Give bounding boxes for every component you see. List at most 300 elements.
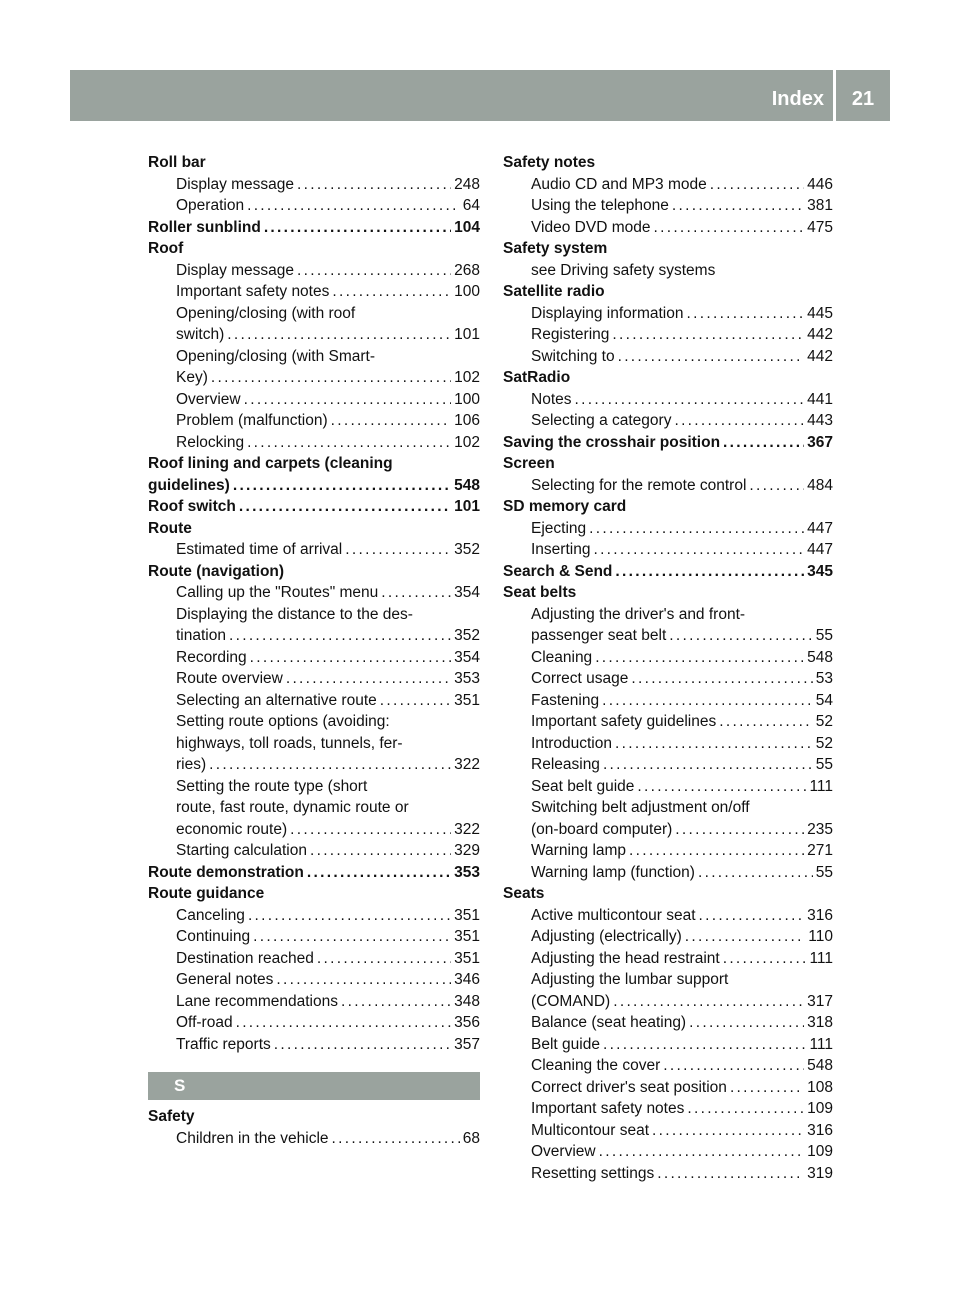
- entry-label: Overview: [531, 1143, 596, 1160]
- entry-label: SD memory card: [503, 498, 627, 515]
- entry-label: Display message: [176, 175, 295, 193]
- dot-leader: [689, 1012, 804, 1034]
- page-ref: 52: [815, 713, 833, 730]
- dot-leader: [687, 1098, 804, 1120]
- entry-label: Correct usage: [531, 670, 629, 687]
- page-ref: 101: [454, 498, 480, 515]
- entry-label: Off-road: [176, 1014, 233, 1031]
- index-entry: [148, 518, 480, 540]
- page-ref: 316: [807, 1121, 833, 1139]
- letter-heading: S: [148, 1072, 480, 1100]
- dot-leader: [209, 754, 451, 776]
- dot-leader: [589, 518, 804, 540]
- entry-label: Children in the vehicle: [176, 1129, 329, 1147]
- entry-label: Route overview: [176, 670, 283, 687]
- index-entry: [148, 152, 480, 174]
- entry-label: Roof lining and carpets (cleaning: [148, 455, 393, 472]
- dot-leader: [332, 281, 451, 303]
- dot-leader: [595, 647, 804, 669]
- entry-label: Resetting settings: [531, 1164, 655, 1182]
- index-entry: [148, 883, 480, 905]
- index-subentry: [503, 969, 833, 991]
- dot-leader: [602, 690, 813, 712]
- page-ref: 548: [807, 1057, 833, 1074]
- index-subentry: [503, 389, 833, 411]
- entry-label: Safety: [148, 1108, 195, 1125]
- entry-label: passenger seat belt: [531, 627, 667, 644]
- page-ref: 102: [454, 433, 480, 451]
- page-ref: 442: [807, 347, 833, 365]
- index-subentry: [503, 518, 833, 540]
- page-ref: 353: [454, 863, 480, 881]
- dot-leader: [381, 582, 451, 604]
- index-entry: [503, 453, 833, 475]
- entry-label: (on-board computer): [531, 820, 673, 838]
- index-subentry: [503, 862, 833, 884]
- dot-leader: [710, 174, 804, 196]
- dot-leader: [653, 217, 804, 239]
- index-subentry: [503, 346, 833, 368]
- dot-leader: [631, 668, 812, 690]
- page-ref: 442: [807, 326, 833, 343]
- index-subentry: [503, 1098, 833, 1120]
- entry-label: Selecting a category: [531, 412, 672, 429]
- dot-leader: [239, 496, 451, 518]
- index-subentry: [148, 647, 480, 669]
- entry-label: Important safety notes: [531, 1100, 685, 1117]
- dot-leader: [297, 260, 451, 282]
- index-subentry: [503, 1034, 833, 1056]
- page-number: 21: [851, 88, 875, 110]
- index-subentry: [503, 819, 833, 841]
- dot-leader: [657, 1163, 804, 1185]
- index-subentry: [148, 174, 480, 196]
- index-subentry: [503, 1163, 833, 1185]
- page-ref: 329: [454, 842, 480, 859]
- page-ref: 446: [807, 175, 833, 193]
- page-ref: 271: [807, 842, 833, 859]
- dot-leader: [723, 948, 807, 970]
- page-ref: 55: [815, 863, 833, 881]
- entry-label: Operation: [176, 197, 245, 214]
- entry-label: Adjusting (electrically): [531, 928, 682, 945]
- index-subentry: [503, 303, 833, 325]
- index-subentry: [148, 432, 480, 454]
- page-ref: 104: [454, 218, 480, 236]
- index-subentry: [503, 604, 833, 626]
- page-ref: 548: [807, 648, 833, 666]
- entry-label: (COMAND): [531, 992, 611, 1010]
- dot-leader: [603, 1034, 806, 1056]
- page-ref: 110: [808, 928, 833, 945]
- index-subentry: [148, 711, 480, 733]
- entry-label: Safety system: [503, 240, 608, 257]
- index-subentry: [148, 1034, 480, 1056]
- index-entry: [503, 281, 833, 303]
- index-subentry: [503, 690, 833, 712]
- page-ref: 447: [807, 519, 833, 537]
- page-ref: 100: [454, 283, 480, 300]
- entry-label: Switching belt adjustment on/off: [531, 799, 750, 816]
- page-ref: 351: [454, 906, 480, 924]
- dot-leader: [618, 346, 805, 368]
- index-subentry: [503, 625, 833, 647]
- index-entry: [503, 367, 833, 389]
- entry-label: Roof switch: [148, 498, 236, 515]
- index-subentry: [148, 797, 480, 819]
- entry-label: Route demonstration: [148, 863, 304, 881]
- section-title: Index: [771, 88, 824, 110]
- index-subentry: [503, 647, 833, 669]
- index-entry: [503, 582, 833, 604]
- dot-leader: [250, 647, 451, 669]
- page-ref: 102: [454, 369, 480, 386]
- page-ref: 352: [454, 541, 480, 558]
- index-subentry: [503, 1012, 833, 1034]
- dot-leader: [730, 1077, 804, 1099]
- index-subentry: [503, 324, 833, 346]
- entry-label: Key): [176, 369, 208, 386]
- entry-label: Route (navigation): [148, 562, 285, 580]
- index-entry: [148, 475, 480, 497]
- entry-label: Relocking: [176, 433, 245, 451]
- dot-leader: [244, 389, 452, 411]
- index-subentry: [503, 174, 833, 196]
- index-subentry: [148, 604, 480, 626]
- dot-leader: [332, 1128, 460, 1150]
- page-ref: 55: [815, 756, 833, 773]
- dot-leader: [253, 926, 451, 948]
- dot-leader: [247, 432, 451, 454]
- index-subentry: [503, 1120, 833, 1142]
- index-subentry: [503, 1077, 833, 1099]
- index-subentry: [148, 733, 480, 755]
- dot-leader: [599, 1141, 805, 1163]
- dot-leader: [719, 711, 813, 733]
- index-subentry: [148, 668, 480, 690]
- entry-label: Setting route options (avoiding:: [176, 713, 390, 730]
- entry-label: Seat belts: [503, 584, 577, 601]
- entry-label: Adjusting the head restraint: [531, 949, 720, 967]
- index-entry: [148, 862, 480, 884]
- entry-label: Screen: [503, 455, 555, 472]
- page-ref: 52: [815, 734, 833, 752]
- entry-label: Multicontour seat: [531, 1121, 650, 1139]
- dot-leader: [233, 475, 451, 497]
- index-entry: [503, 883, 833, 905]
- dot-leader: [613, 991, 804, 1013]
- index-subentry: [148, 389, 480, 411]
- index-subentry: [148, 1128, 480, 1150]
- index-subentry: [148, 819, 480, 841]
- entry-label: Cleaning: [531, 648, 593, 666]
- index-subentry: [503, 1141, 833, 1163]
- dot-leader: [593, 539, 804, 561]
- entry-label: Selecting an alternative route: [176, 691, 377, 709]
- page-ref: 346: [454, 971, 480, 988]
- page-ref: 54: [815, 691, 833, 709]
- entry-label: Balance (seat heating): [531, 1014, 687, 1031]
- entry-label: Video DVD mode: [531, 218, 651, 236]
- page-ref: 351: [454, 928, 480, 945]
- dot-leader: [211, 367, 451, 389]
- dot-leader: [749, 475, 804, 497]
- entry-label: Displaying information: [531, 304, 684, 322]
- page-ref: 353: [454, 670, 480, 687]
- page-ref: 268: [454, 261, 480, 279]
- entry-label: Overview: [176, 390, 241, 408]
- entry-label: Notes: [531, 390, 572, 408]
- entry-label: Satellite radio: [503, 283, 605, 300]
- entry-label: Opening/closing (with roof: [176, 304, 356, 322]
- entry-label: highways, toll roads, tunnels, fer-: [176, 734, 403, 752]
- dot-leader: [331, 410, 452, 432]
- dot-leader: [615, 733, 813, 755]
- page-ref: 351: [454, 949, 480, 967]
- page-ref: 109: [807, 1143, 833, 1160]
- entry-label: Seat belt guide: [531, 777, 635, 795]
- page-ref: 345: [807, 562, 833, 580]
- page-ref: 475: [807, 218, 833, 236]
- dot-leader: [674, 410, 804, 432]
- page-ref: 445: [807, 304, 833, 322]
- dot-leader: [699, 905, 805, 927]
- page-ref: 381: [807, 197, 833, 214]
- index-subentry: [503, 905, 833, 927]
- entry-label: Saving the crosshair position: [503, 433, 721, 451]
- page-ref: 111: [809, 1035, 833, 1053]
- page-ref: 356: [454, 1014, 480, 1031]
- dot-leader: [723, 432, 804, 454]
- dot-leader: [307, 862, 451, 884]
- index-column-left: [148, 152, 480, 1149]
- page-ref: 441: [807, 390, 833, 408]
- section-gap: [148, 1055, 480, 1072]
- entry-label: Estimated time of arrival: [176, 541, 343, 558]
- dot-leader: [663, 1055, 804, 1077]
- page-ref: 109: [807, 1100, 833, 1117]
- index-subentry: [503, 410, 833, 432]
- page-ref: 443: [807, 412, 833, 429]
- dot-leader: [341, 991, 451, 1013]
- entry-label: Recording: [176, 648, 247, 666]
- page-ref: 322: [454, 820, 480, 838]
- index-subentry: [503, 733, 833, 755]
- dot-leader: [637, 776, 806, 798]
- dot-leader: [669, 625, 812, 647]
- dot-leader: [297, 174, 451, 196]
- entry-label: tination: [176, 627, 226, 644]
- index-subentry: [148, 625, 480, 647]
- entry-label: Active multicontour seat: [531, 906, 696, 924]
- entry-label: Starting calculation: [176, 842, 307, 859]
- index-subentry: [148, 346, 480, 368]
- entry-label: Roller sunblind: [148, 218, 261, 236]
- dot-leader: [652, 1120, 804, 1142]
- dot-leader: [290, 819, 451, 841]
- page-ref: 548: [454, 476, 480, 494]
- index-subentry: [148, 367, 480, 389]
- entry-label: Canceling: [176, 906, 245, 924]
- index-subentry: [503, 260, 833, 282]
- index-subentry: [503, 475, 833, 497]
- index-entry: [148, 1106, 480, 1128]
- dot-leader: [227, 324, 451, 346]
- entry-label: see Driving safety systems: [531, 261, 716, 279]
- dot-leader: [672, 195, 804, 217]
- dot-leader: [286, 668, 451, 690]
- index-subentry: [148, 926, 480, 948]
- dot-leader: [380, 690, 451, 712]
- entry-label: Inserting: [531, 541, 591, 558]
- index-subentry: [503, 776, 833, 798]
- page-ref: 108: [807, 1078, 833, 1096]
- entry-label: Introduction: [531, 734, 612, 752]
- dot-leader: [345, 539, 451, 561]
- index-subentry: [503, 1055, 833, 1077]
- index-subentry: [148, 410, 480, 432]
- entry-label: Warning lamp (function): [531, 863, 695, 881]
- dot-leader: [675, 819, 804, 841]
- page-ref: 357: [454, 1035, 480, 1053]
- index-subentry: [148, 754, 480, 776]
- dot-leader: [687, 303, 805, 325]
- page-ref: 351: [454, 691, 480, 709]
- index-subentry: [503, 539, 833, 561]
- dot-leader: [629, 840, 804, 862]
- page-ref: 367: [807, 433, 833, 451]
- dot-leader: [603, 754, 813, 776]
- entry-label: Important safety notes: [176, 283, 330, 300]
- entry-label: Cleaning the cover: [531, 1057, 661, 1074]
- entry-label: Route: [148, 519, 192, 537]
- index-entry: [148, 496, 480, 518]
- index-subentry: [148, 991, 480, 1013]
- page-ref: 316: [807, 906, 833, 924]
- index-subentry: [503, 668, 833, 690]
- dot-leader: [317, 948, 451, 970]
- entry-label: Fastening: [531, 691, 600, 709]
- entry-label: Displaying the distance to the des-: [176, 605, 413, 623]
- index-entry: [148, 217, 480, 239]
- index-subentry: [148, 281, 480, 303]
- entry-label: Traffic reports: [176, 1035, 271, 1053]
- dot-leader: [276, 969, 451, 991]
- index-entry: [148, 453, 480, 475]
- page-ref: 354: [454, 584, 480, 601]
- index-subentry: [148, 582, 480, 604]
- page-ref: 248: [454, 175, 480, 193]
- index-subentry: [503, 926, 833, 948]
- entry-label: Releasing: [531, 756, 600, 773]
- page-ref: 111: [809, 777, 833, 795]
- dot-leader: [274, 1034, 451, 1056]
- entry-label: guidelines): [148, 476, 230, 494]
- entry-label: route, fast route, dynamic route or: [176, 799, 409, 816]
- entry-label: switch): [176, 326, 225, 343]
- index-subentry: [503, 217, 833, 239]
- index-entry: [503, 561, 833, 583]
- page-ref: 322: [454, 756, 480, 773]
- index-subentry: [503, 948, 833, 970]
- entry-label: Registering: [531, 326, 610, 343]
- index-subentry: [148, 303, 480, 325]
- entry-label: Adjusting the lumbar support: [531, 971, 729, 988]
- page-ref: 352: [454, 627, 480, 644]
- index-entry: [503, 432, 833, 454]
- index-subentry: [503, 754, 833, 776]
- entry-label: economic route): [176, 820, 288, 838]
- page-ref: 447: [807, 541, 833, 558]
- entry-label: Destination reached: [176, 949, 314, 967]
- entry-label: Safety notes: [503, 154, 596, 171]
- entry-label: Using the telephone: [531, 197, 669, 214]
- entry-label: Roll bar: [148, 154, 206, 171]
- index-subentry: [148, 776, 480, 798]
- index-entry: [503, 238, 833, 260]
- entry-label: General notes: [176, 971, 274, 988]
- entry-label: SatRadio: [503, 369, 571, 386]
- dot-leader: [248, 905, 451, 927]
- page-ref: 317: [807, 992, 833, 1010]
- entry-label: Correct driver's seat position: [531, 1078, 727, 1096]
- dot-leader: [612, 324, 804, 346]
- page-ref: 354: [454, 648, 480, 666]
- entry-label: Problem (malfunction): [176, 412, 328, 429]
- index-subentry: [148, 1012, 480, 1034]
- entry-label: Belt guide: [531, 1035, 600, 1053]
- entry-label: Setting the route type (short: [176, 777, 368, 795]
- index-entry: [148, 561, 480, 583]
- index-subentry: [148, 260, 480, 282]
- dot-leader: [310, 840, 451, 862]
- page-ref: 53: [815, 670, 833, 687]
- index-subentry: [503, 991, 833, 1013]
- page-ref: 68: [462, 1129, 480, 1147]
- index-subentry: [148, 840, 480, 862]
- entry-label: Adjusting the driver's and front-: [531, 605, 746, 623]
- entry-label: Selecting for the remote control: [531, 476, 747, 494]
- index-subentry: [503, 840, 833, 862]
- index-column-right: [503, 152, 833, 1184]
- page-ref: 55: [815, 627, 833, 644]
- index-subentry: [503, 195, 833, 217]
- entry-label: Continuing: [176, 928, 251, 945]
- entry-label: Seats: [503, 885, 545, 902]
- page-ref: 106: [454, 412, 480, 429]
- index-subentry: [148, 969, 480, 991]
- dot-leader: [247, 195, 460, 217]
- page-ref: 101: [454, 326, 480, 343]
- page-ref: 64: [462, 197, 480, 214]
- entry-label: Display message: [176, 261, 295, 279]
- page-ref: 318: [807, 1014, 833, 1031]
- page-ref: 111: [809, 949, 833, 967]
- dot-leader: [236, 1012, 452, 1034]
- dot-leader: [229, 625, 451, 647]
- dot-leader: [264, 217, 451, 239]
- index-subentry: [503, 711, 833, 733]
- index-subentry: [148, 195, 480, 217]
- index-subentry: [148, 905, 480, 927]
- dot-leader: [698, 862, 813, 884]
- entry-label: Ejecting: [531, 519, 587, 537]
- entry-label: Opening/closing (with Smart-: [176, 347, 375, 365]
- entry-label: Search & Send: [503, 562, 613, 580]
- dot-leader: [685, 926, 806, 948]
- index-subentry: [148, 539, 480, 561]
- entry-label: Warning lamp: [531, 842, 627, 859]
